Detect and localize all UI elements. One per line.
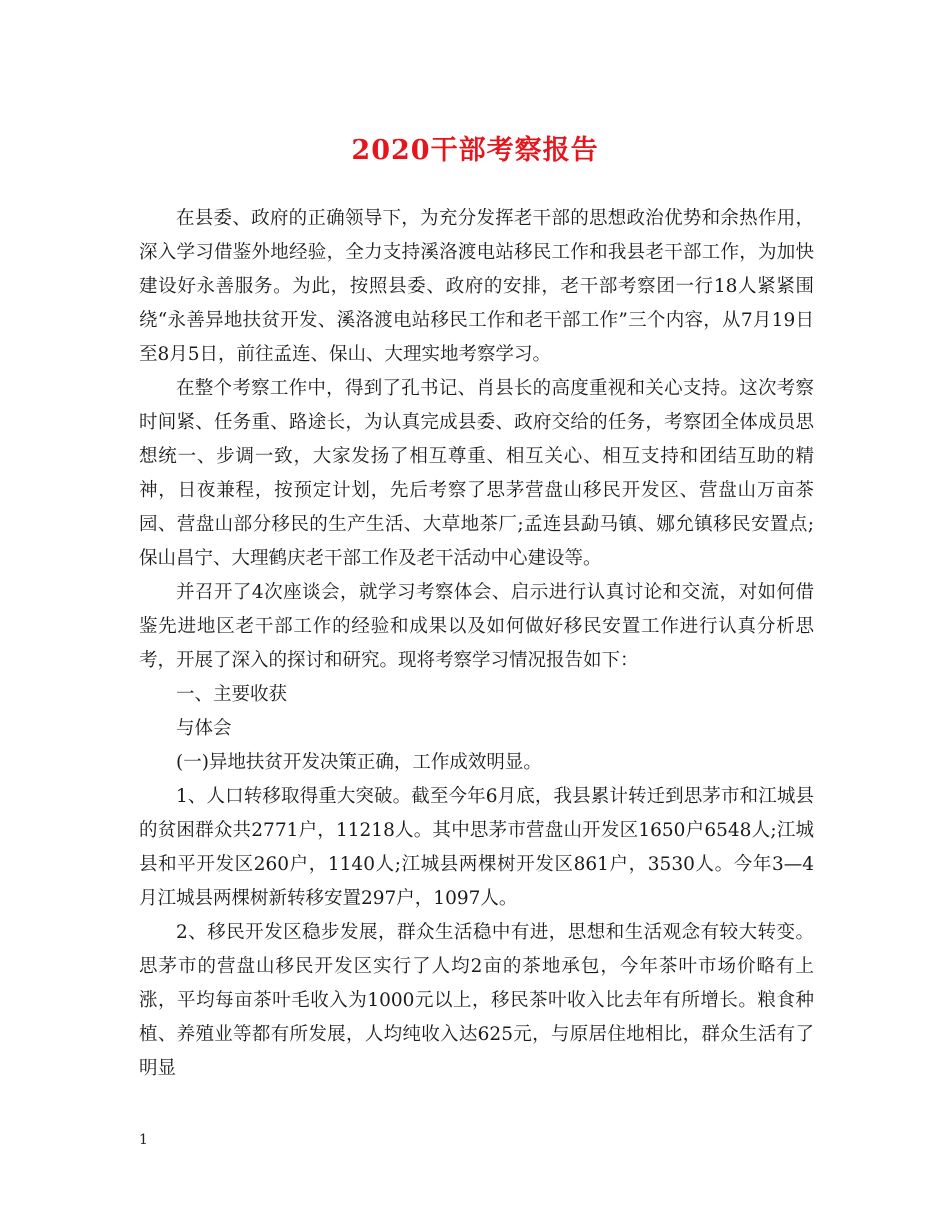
document-body xyxy=(139,202,814,1086)
page-title: 2020干部考察报告 xyxy=(351,135,599,166)
paragraph: 1、人口转移取得重大突破。截至今年6月底，我县累计转迁到思茅市和江城县的贫困群众共2771户，11218人。其中思茅市营盘山开发区1650户6548人;江城县和平开发区260户，1140人;江城县两棵树开发区861户，3530人。今年3—4月江城县两棵树新转移安置297户，1097人。 xyxy=(139,786,814,909)
section-heading: 与体会 xyxy=(176,718,232,739)
page-number: 1 xyxy=(139,1132,148,1148)
paragraph: 在整个考察工作中，得到了孔书记、肖县长的高度重视和关心支持。这次考察时间紧、任务重、路途长，为认真完成县委、政府交给的任务，考察团全体成员思想统一、步调一致，大家发扬了相互尊重、相互关心、相互支持和团结互助的精神，日夜兼程，按预定计划，先后考察了思茅营盘山移民开发区、营盘山万亩茶园、营盘山部分移民的生产生活、大草地茶厂;孟连县勐马镇、娜允镇移民安置点;保山昌宁、大理鹤庆老干部工作及老干活动中心建设等。 xyxy=(139,378,814,569)
subsection-heading: (一)异地扶贫开发决策正确，工作成效明显。 xyxy=(176,752,542,773)
paragraph: 2、移民开发区稳步发展，群众生活稳中有进，思想和生活观念有较大转变。思茅市的营盘山移民开发区实行了人均2亩的茶地承包，今年茶叶市场价略有上涨，平均每亩茶叶毛收入为1000元以上，移民茶叶收入比去年有所增长。粮食种植、养殖业等都有所发展，人均纯收入达625元，与原居住地相比，群众生活有了明显 xyxy=(139,922,814,1079)
paragraph: 在县委、政府的正确领导下，为充分发挥老干部的思想政治优势和余热作用，深入学习借鉴外地经验，全力支持溪洛渡电站移民工作和我县老干部工作，为加快建设好永善服务。为此，按照县委、政府的安排，老干部考察团一行18人紧紧围绕“永善异地扶贫开发、溪洛渡电站移民工作和老干部工作”三个内容，从7月19日至8月5日，前往孟连、保山、大理实地考察学习。 xyxy=(139,208,814,365)
section-heading: 一、主要收获 xyxy=(176,684,288,705)
paragraph: 并召开了4次座谈会，就学习考察体会、启示进行认真讨论和交流，对如何借鉴先进地区老干部工作的经验和成果以及如何做好移民安置工作进行认真分析思考，开展了深入的探讨和研究。现将考察学习情况报告如下： xyxy=(139,582,814,671)
